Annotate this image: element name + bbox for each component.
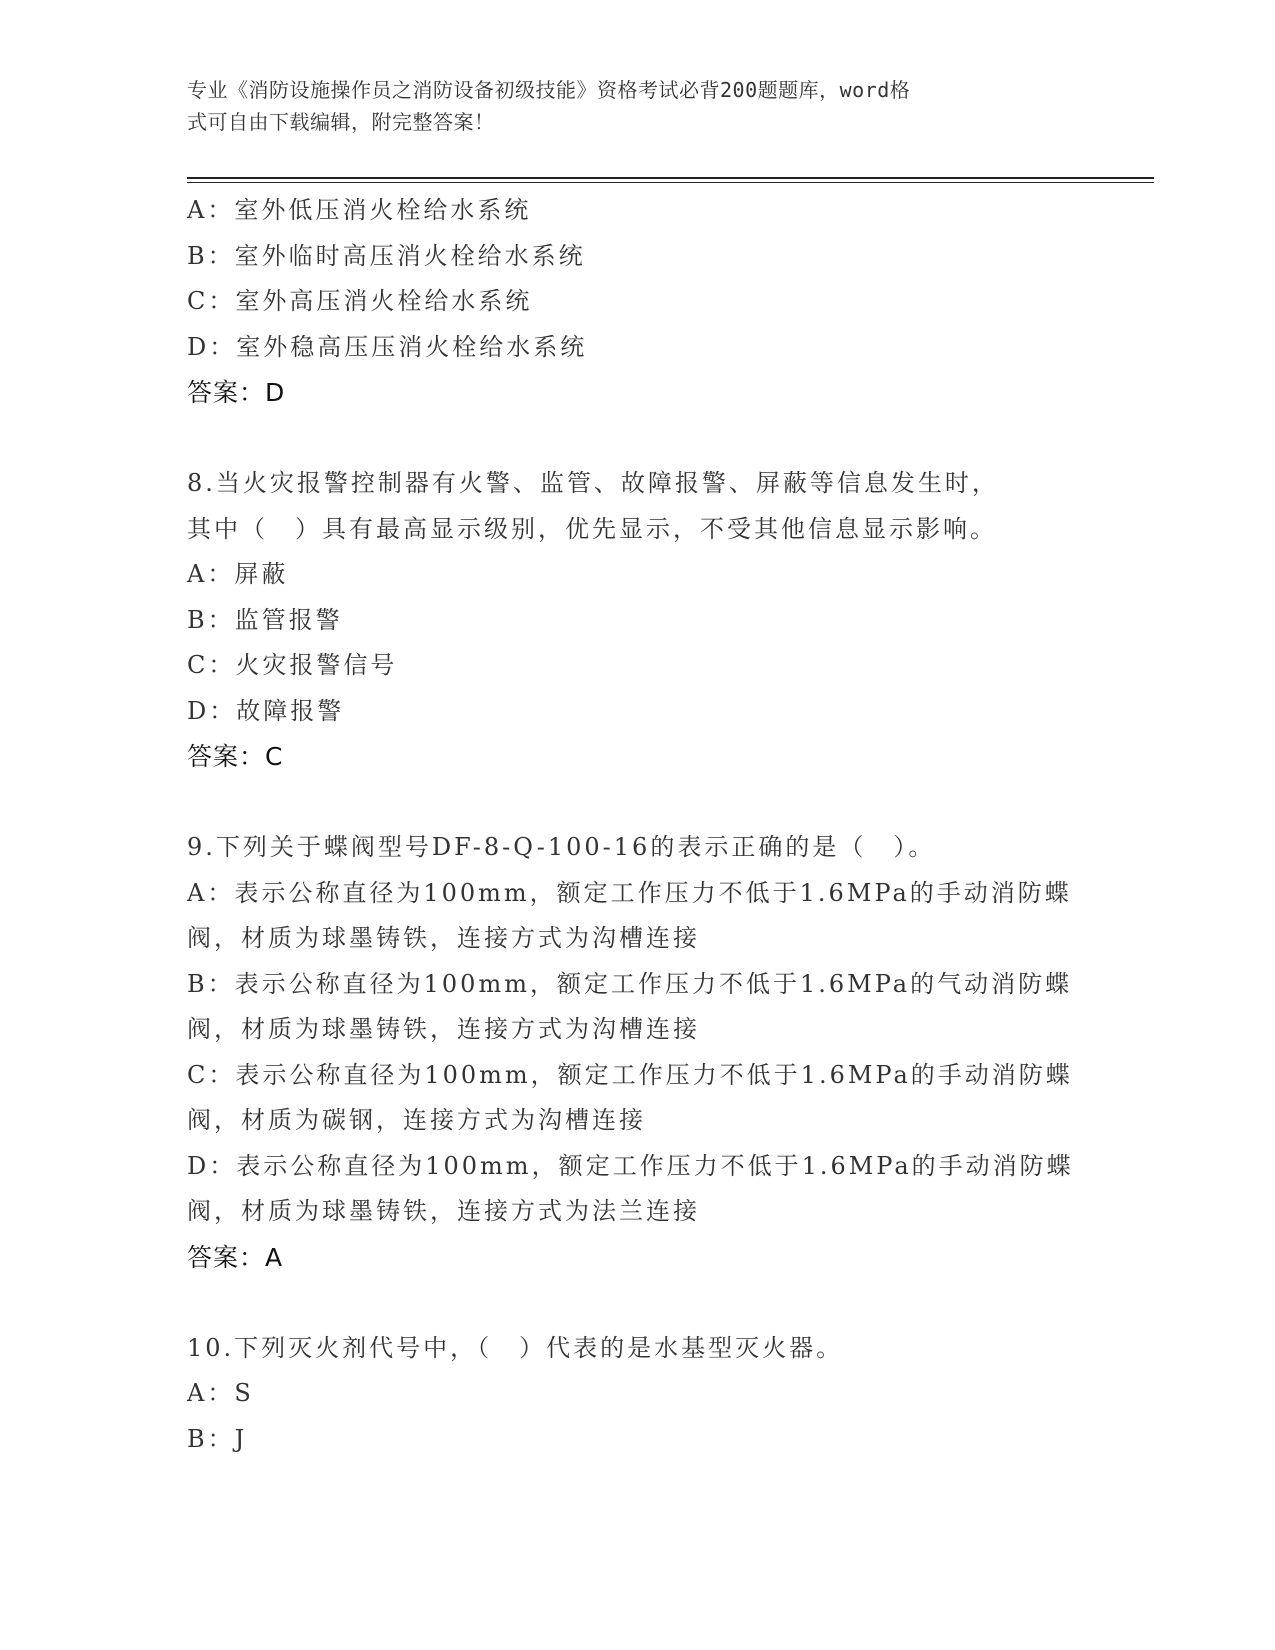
question-stem: 10.下列灭火剂代号中，（ ）代表的是水基型灭火器。 (187, 1333, 844, 1362)
header-line-1: 专业《消防设施操作员之消防设备初级技能》资格考试必背200题题库，word格 (187, 78, 911, 102)
question-9 (187, 825, 1087, 1280)
answer: 答案：D (187, 378, 286, 407)
option-a: A：屏蔽 (187, 560, 289, 588)
option-b-continued: 阀，材质为球墨铸铁，连接方式为沟槽连接 (187, 1015, 700, 1043)
answer: 答案：A (187, 1242, 284, 1272)
option-b: B：监管报警 (187, 605, 343, 634)
option-d: D：室外稳高压压消火栓给水系统 (187, 332, 588, 361)
option-d: D：表示公称直径为100mm，额定工作压力不低于1.6MPa的手动消防蝶 (187, 1151, 1074, 1180)
option-c: C：表示公称直径为100mm，额定工作压力不低于1.6MPa的手动消防蝶 (187, 1060, 1073, 1089)
question-7 (187, 188, 1087, 416)
document-body (187, 188, 1087, 1462)
header-rule-thin (187, 182, 1154, 183)
option-a-continued: 阀，材质为球墨铸铁，连接方式为沟槽连接 (187, 924, 700, 952)
answer: 答案：C (187, 742, 284, 771)
header-line-2: 式可自由下载编辑，附完整答案！ (187, 110, 495, 134)
question-stem: 9.下列关于蝶阀型号DF-8-Q-100-16的表示正确的是（ ）。 (187, 833, 936, 861)
option-a: A：室外低压消火栓给水系统 (187, 196, 532, 224)
option-b: B：室外临时高压消火栓给水系统 (187, 241, 586, 270)
question-8 (187, 461, 1087, 780)
header-rule-thick (187, 177, 1154, 179)
option-a: A：表示公称直径为100mm，额定工作压力不低于1.6MPa的手动消防蝶 (187, 878, 1072, 907)
option-c: C：火灾报警信号 (187, 651, 398, 679)
option-c-continued: 阀，材质为碳钢，连接方式为沟槽连接 (187, 1106, 646, 1134)
option-d: D：故障报警 (187, 696, 345, 725)
option-c: C：室外高压消火栓给水系统 (187, 287, 533, 315)
document-header (187, 74, 1067, 138)
option-d-continued: 阀，材质为球墨铸铁，连接方式为法兰连接 (187, 1197, 700, 1225)
question-stem: 其中（ ）具有最高显示级别，优先显示，不受其他信息显示影响。 (187, 514, 997, 543)
option-b: B：表示公称直径为100mm，额定工作压力不低于1.6MPa的气动消防蝶 (187, 969, 1073, 998)
option-a: A：S (187, 1379, 254, 1407)
option-b: B：J (187, 1424, 248, 1453)
question-10 (187, 1326, 1087, 1463)
question-stem: 8.当火灾报警控制器有火警、监管、故障报警、屏蔽等信息发生时， (187, 469, 999, 497)
